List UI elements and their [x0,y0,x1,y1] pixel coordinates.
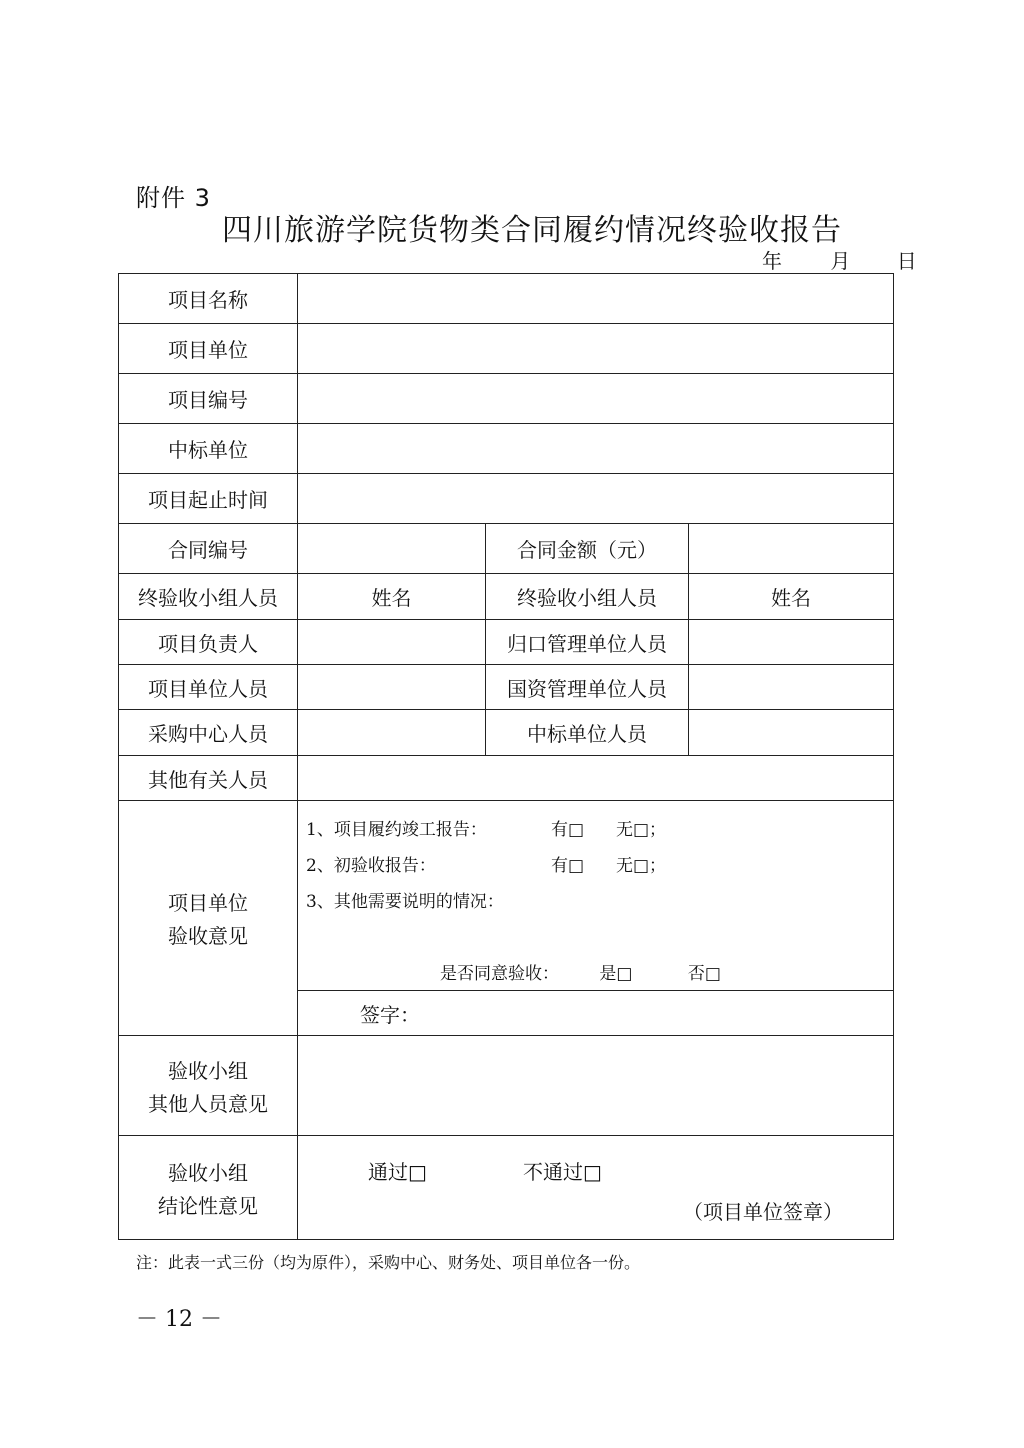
label-unit-opinion [119,801,298,1036]
attachment-label: 附件 3 [136,184,211,212]
field-winning-unit-staff-name[interactable] [689,710,894,756]
checkbox-report-have[interactable]: 有□ [551,820,585,840]
label-conclusion [119,1136,298,1240]
agree-label: 是否同意验收： [440,964,559,984]
field-project-period[interactable] [298,474,894,524]
footnote: 注：此表一式三份（均为原件），采购中心、财务处、项目单位各一份。 [136,1253,641,1272]
header-name-right: 姓名 [689,574,894,620]
label-winning-unit: 中标单位 [119,424,298,474]
opinion-item-2 [306,851,667,876]
document-title: 四川旅游学院货物类合同履约情况终验收报告 [222,213,842,248]
acceptance-form [118,273,894,1240]
label-project-name: 项目名称 [119,274,298,324]
opinion-block [298,801,893,990]
label-winning-unit-staff: 中标单位人员 [486,710,689,756]
agree-line [440,959,721,984]
label-contract-number: 合同编号 [119,524,298,574]
field-conclusion [298,1136,894,1240]
field-admin-unit-staff-name[interactable] [689,620,894,665]
label-contract-amount: 合同金额（元） [486,524,689,574]
field-contract-amount[interactable] [689,524,894,574]
field-asset-unit-staff-name[interactable] [689,665,894,710]
seal-label: （项目单位签章） [683,1200,843,1224]
label-project-unit: 项目单位 [119,324,298,374]
signature-label: 签字： [360,1002,420,1027]
checkbox-initial-none[interactable]: 无□； [616,856,667,876]
signature-row[interactable] [298,991,894,1036]
label-procurement-staff: 采购中心人员 [119,710,298,756]
field-project-leader-name[interactable] [298,620,486,665]
field-team-other-opinion[interactable] [298,1036,894,1136]
checkbox-agree-no[interactable]: 否□ [687,964,721,984]
opinion-item-1 [306,815,667,840]
label-project-number: 项目编号 [119,374,298,424]
label-admin-unit-staff: 归口管理单位人员 [486,620,689,665]
field-procurement-staff-name[interactable] [298,710,486,756]
conclusion-block [298,1136,893,1239]
label-project-unit-staff: 项目单位人员 [119,665,298,710]
field-winning-unit[interactable] [298,424,894,474]
field-unit-opinion [298,801,894,991]
field-project-unit[interactable] [298,324,894,374]
checkbox-pass[interactable]: 通过□ [368,1160,427,1184]
label-team-other-opinion [119,1036,298,1136]
label-team-other-line1: 验收小组 [168,1058,248,1083]
date-year: 年 [762,249,782,273]
opinion-item-3-text: 3、其他需要说明的情况： [306,892,504,912]
date-month: 月 [830,249,851,273]
field-project-name[interactable] [298,274,894,324]
header-team-members-left: 终验收小组人员 [119,574,298,620]
header-team-members-right: 终验收小组人员 [486,574,689,620]
label-project-leader: 项目负责人 [119,620,298,665]
field-contract-number[interactable] [298,524,486,574]
field-other-staff[interactable] [298,756,894,801]
checkbox-agree-yes[interactable]: 是□ [599,964,633,984]
opinion-item-2-text: 2、初验收报告： [306,856,436,876]
page-number: － 12 － [136,1307,222,1332]
label-asset-unit-staff: 国资管理单位人员 [486,665,689,710]
label-project-period: 项目起止时间 [119,474,298,524]
field-project-number[interactable] [298,374,894,424]
checkbox-report-none[interactable]: 无□； [616,820,667,840]
checkbox-fail[interactable]: 不通过□ [523,1160,602,1184]
checkbox-initial-have[interactable]: 有□ [551,856,585,876]
label-conclusion-line1: 验收小组 [168,1160,248,1185]
opinion-item-1-text: 1、项目履约竣工报告： [306,820,487,840]
field-project-unit-staff-name[interactable] [298,665,486,710]
label-unit-opinion-line1: 项目单位 [168,891,248,915]
date-day: 日 [896,249,917,273]
label-conclusion-line2: 结论性意见 [158,1193,258,1218]
header-name-left: 姓名 [298,574,486,620]
label-team-other-line2: 其他人员意见 [148,1091,268,1116]
date-line [762,245,917,274]
label-unit-opinion-line2: 验收意见 [168,924,248,948]
label-other-staff: 其他有关人员 [119,756,298,801]
opinion-item-3 [306,887,504,912]
